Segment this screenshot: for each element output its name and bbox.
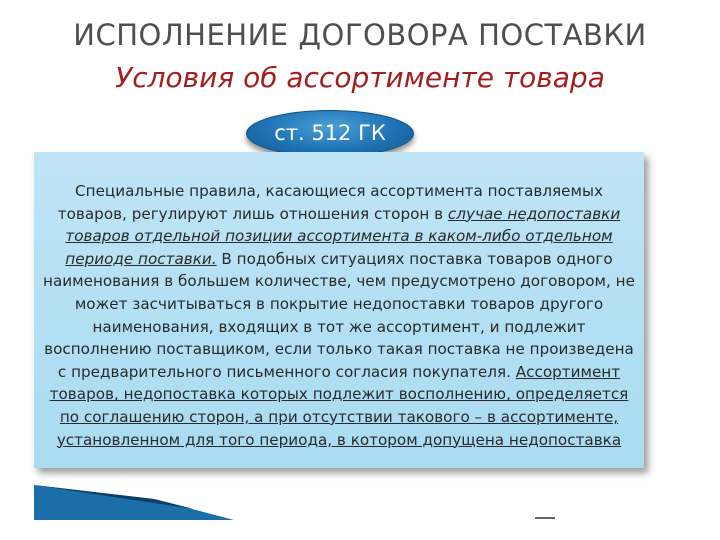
article-badge: ст. 512 ГК	[246, 110, 414, 157]
text-line-5: наименования в большем количестве, чем предусмотрено договором, не	[43, 272, 635, 291]
text-line-8: восполнению поставщиком, если только такая поставка не произведена	[44, 340, 634, 359]
text-line-3: товаров отдельной позиции ассортимента в каком-либо отдельном	[65, 227, 613, 246]
text-line-9	[42, 361, 636, 384]
slide-title: ИСПОЛНЕНИЕ ДОГОВОРА ПОСТАВКИ	[73, 18, 647, 52]
text-line-12: установленном для того периода, в котором допущена недопоставка	[56, 430, 622, 449]
text-line-11: по соглашению сторон, а при отсутствии такового – в ассортименте,	[59, 407, 619, 426]
slide-subtitle: Условия об ассортименте товара	[115, 61, 605, 94]
panel-text	[42, 180, 636, 451]
text-segment: товаров,	[57, 204, 127, 223]
text-line-2	[42, 203, 636, 226]
text-line-10: товаров, недопоставка которых подлежит восполнению, определяется	[49, 385, 629, 404]
underlined-text: Ассортимент	[515, 362, 621, 381]
text-line-1: Специальные правила, касающиеся ассортимента поставляемых	[75, 182, 603, 200]
emphasis-text: периоде поставки.	[65, 249, 217, 268]
decorative-dash	[535, 517, 555, 519]
text-segment: В подобных ситуациях поставка товаров одного	[216, 249, 613, 268]
text-line-6: может засчитываться в покрытие недопоставки товаров другого	[74, 294, 604, 313]
emphasis-text: случае недопоставки	[447, 204, 621, 223]
text-segment: с предварительного письменного согласия покупателя.	[57, 362, 516, 381]
text-line-4	[42, 248, 636, 271]
text-panel	[34, 152, 644, 468]
decorative-swoosh	[34, 485, 234, 520]
text-line-7: наименования, входящих в тот же ассортимент, и подлежит	[92, 317, 586, 336]
text-segment: регулируют лишь отношения сторон в	[126, 204, 448, 223]
